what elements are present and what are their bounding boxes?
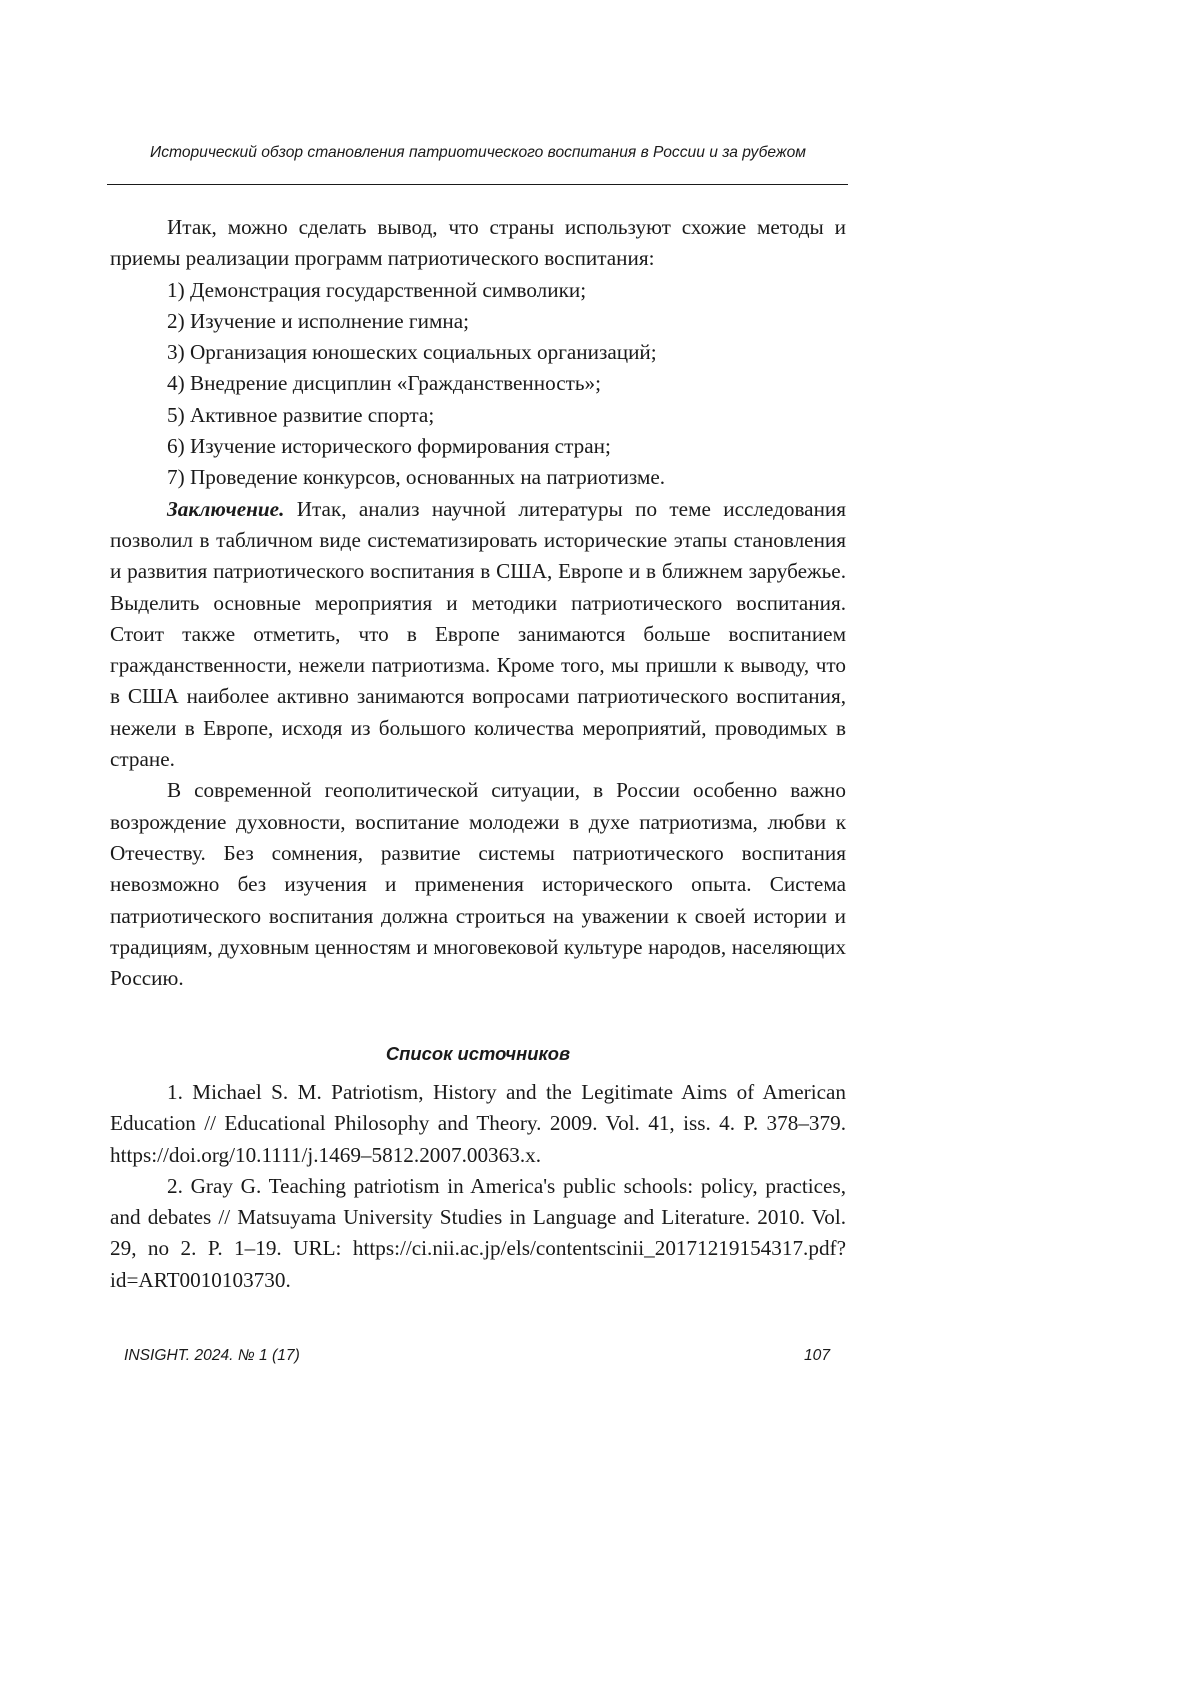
conclusion-label: Заключение. <box>167 496 285 521</box>
source-item: 1. Michael S. M. Patriotism, History and the Legitimate Aims of American Education // Educational Philosophy and Theory. 2009. Vol. 41, iss. 4. P. 378‒379. https://doi.org/10.1111/j.1469–5812.2007.00363.x. <box>110 1080 846 1167</box>
sources-list <box>110 1077 846 1296</box>
source-item: 2. Gray G. Teaching patriotism in America's public schools: policy, practices, and debates // Matsuyama University Studies in Language and Literature. 2010. Vol. 29, no 2. P. 1‒19. URL: https://ci.nii.ac.jp/els/contentscinii_20171219154317.pdf? id=ART0010103730. <box>110 1173 846 1292</box>
header-divider <box>107 184 848 185</box>
article-body <box>110 212 846 994</box>
journal-citation: INSIGHT. 2024. № 1 (17) <box>124 1347 300 1364</box>
conclusion-paragraph <box>110 494 846 776</box>
running-header: Исторический обзор становления патриотического воспитания в России и за рубежом <box>150 144 806 161</box>
list-item: 5) Активное развитие спорта; <box>167 402 435 427</box>
list-item: 4) Внедрение дисциплин «Гражданственность»; <box>167 371 602 396</box>
intro-paragraph: Итак, можно сделать вывод, что страны используют схожие методы и приемы реализации программ патриотического воспитания: <box>110 215 846 271</box>
sources-heading: Список источников <box>385 1043 571 1064</box>
list-item: 3) Организация юношеских социальных организаций; <box>167 340 657 365</box>
page-number: 107 <box>803 1347 830 1364</box>
final-paragraph: В современной геополитической ситуации, в России особенно важно возрождение духовности, воспитание молодежи в духе патриотизма, любви к Отечеству. Без сомнения, развитие системы патриотического воспитания невозможно без изучения и применения исторического опыта. Система патриотического воспитания должна строиться на уважении к своей истории и традициям, духовным ценностям и многовековой культуре народов, населяющих Россию. <box>110 778 846 991</box>
list-item: 1) Демонстрация государственной символики; <box>167 277 587 302</box>
list-item: 2) Изучение и исполнение гимна; <box>167 308 469 333</box>
list-item: 6) Изучение исторического формирования стран; <box>167 434 611 459</box>
conclusion-text: Итак, анализ научной литературы по теме исследования позволил в табличном виде систематизировать исторические этапы становления и развития патриотического воспитания в США, Европе и в ближнем зарубежье. Выделить основные мероприятия и методики патриотического воспитания. Стоит также отметить, что в Европе занимаются больше воспитанием гражданственности, нежели патриотизма. Кроме того, мы пришли к выводу, что в США наиболее активно занимаются вопросами патриотического воспитания, нежели в Европе, исходя из большого количества мероприятий, проводимых в стране. <box>110 496 846 772</box>
list-item: 7) Проведение конкурсов, основанных на патриотизме. <box>167 465 666 490</box>
